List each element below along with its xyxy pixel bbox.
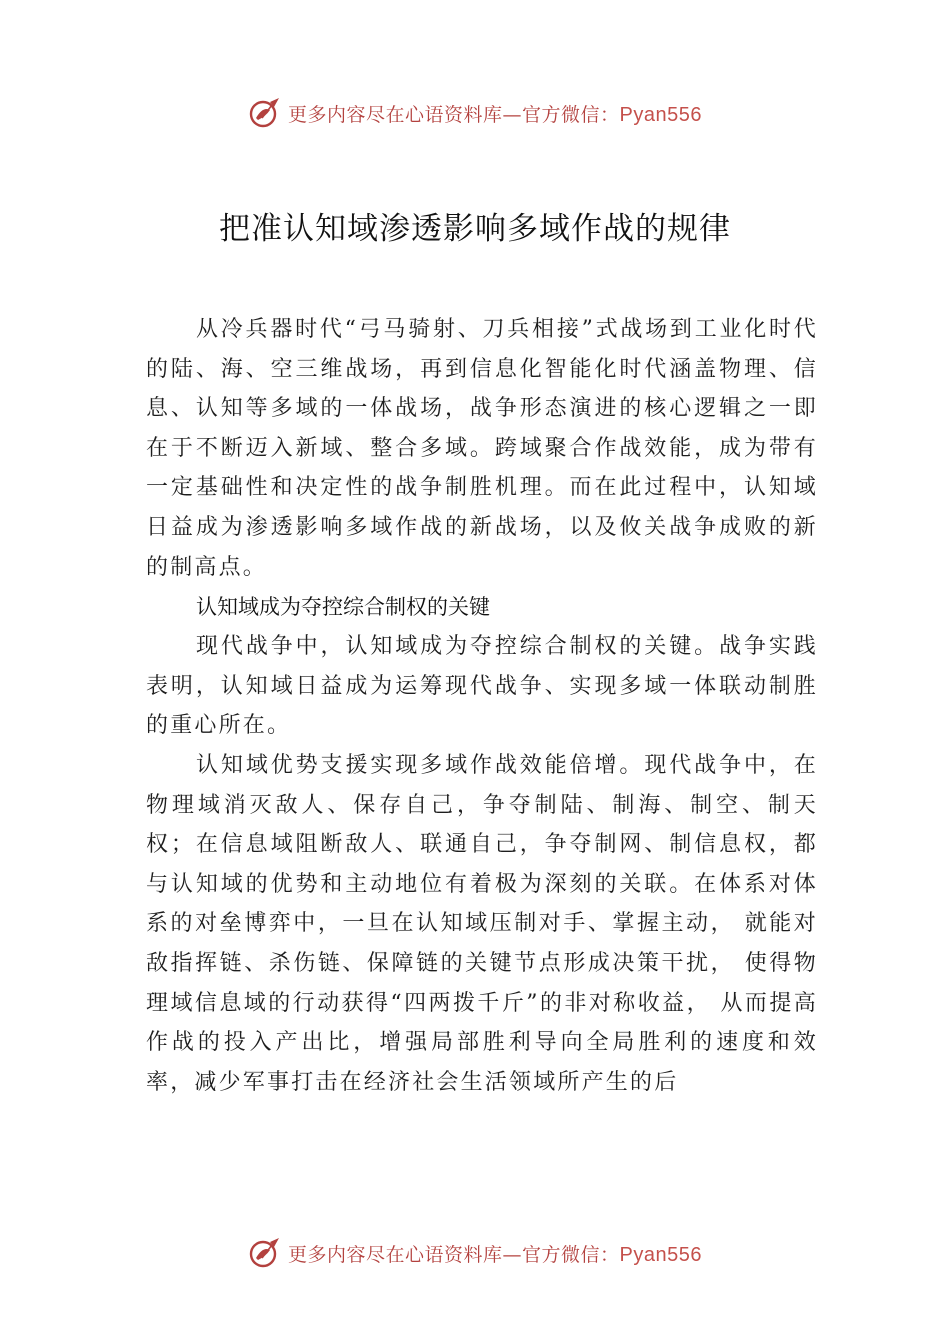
document-title: 把准认知域渗透影响多域作战的规律 bbox=[219, 211, 731, 247]
wechat-id: Pyan556 bbox=[619, 103, 702, 126]
wechat-id: Pyan556 bbox=[619, 1243, 702, 1266]
watermark-text: 更多内容尽在心语资料库—官方微信：Pyan556 bbox=[288, 1243, 702, 1266]
watermark-text: 更多内容尽在心语资料库—官方微信：Pyan556 bbox=[288, 103, 702, 126]
paragraph-3: 认知域优势支援实现多域作战效能倍增。现代战争中，在物理域消灭敌人、保存自己，争夺制陆、制海、制空、制天权；在信息域阻断敌人、联通自己，争夺制网、制信息权，都与认知域的优势和主动地位有着极为深刻的关联。在体系对体系的对垒博弈中，一旦在认知域压制对手、掌握主动， 就能对敌指挥链、杀伤链、保障链的关键节点形成决策干扰， 使得物理域信息域的行动获得“四两拨千斤”的非对称收益， 从而提高作战的投入产出比，增强局部胜利导向全局胜利的速度和效率，减少军事打击在经济社会生活领域所产生的后 bbox=[146, 752, 818, 1095]
section-heading: 认知域成为夺控综合制权的关键 bbox=[196, 595, 490, 620]
footer-watermark bbox=[0, 1233, 950, 1273]
heart-pen-logo-icon bbox=[248, 1236, 282, 1270]
paragraph-2: 现代战争中，认知域成为夺控综合制权的关键。战争实践表明，认知域日益成为运筹现代战争、实现多域一体联动制胜的重心所在。 bbox=[146, 634, 818, 739]
header-watermark bbox=[0, 93, 950, 133]
paragraph-intro: 从冷兵器时代“弓马骑射、刀兵相接”式战场到工业化时代的陆、海、空三维战场，再到信息化智能化时代涵盖物理、信息、认知等多域的一体战场，战争形态演进的核心逻辑之一即在于不断迈入新域、整合多域。跨域聚合作战效能，成为带有一定基础性和决定性的战争制胜机理。而在此过程中，认知域日益成为渗透影响多域作战的新战场，以及攸关战争成败的新的制高点。 bbox=[146, 317, 818, 580]
heart-pen-logo-icon bbox=[248, 96, 282, 130]
document-body bbox=[146, 310, 818, 1102]
